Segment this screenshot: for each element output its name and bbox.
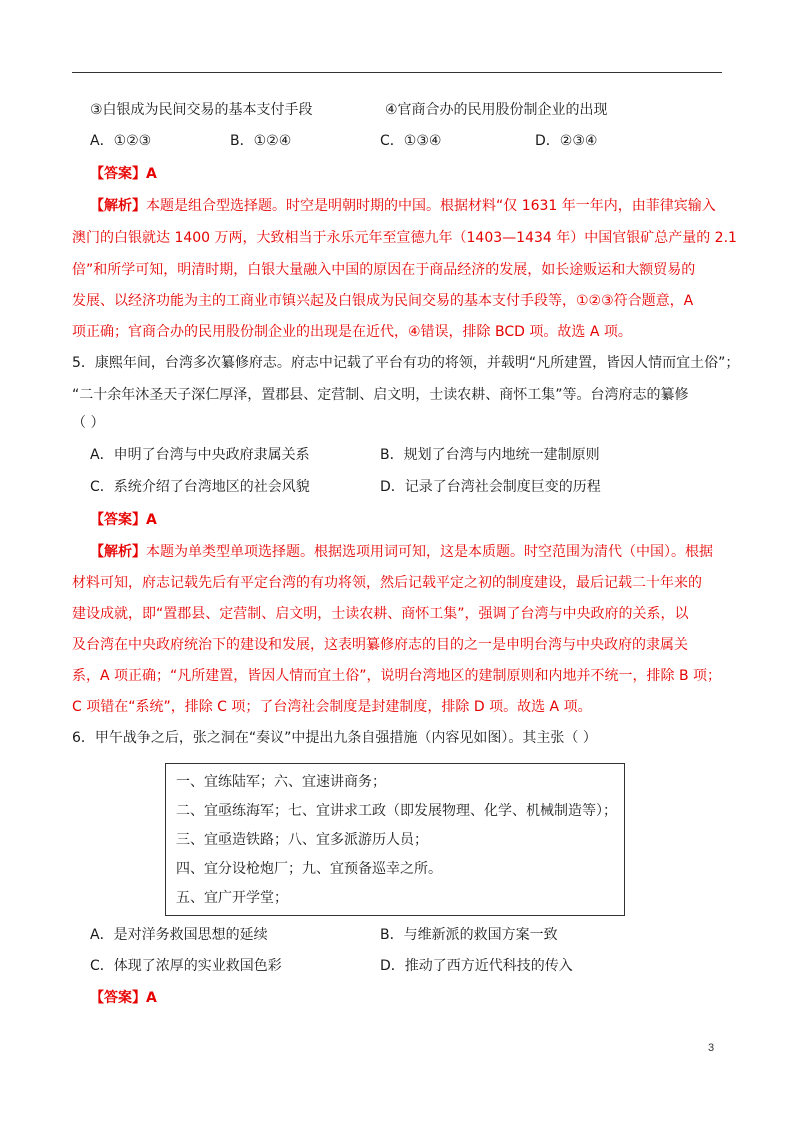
- answer-tag: 【答案】: [90, 512, 146, 528]
- analysis-tag: 【解析】: [90, 544, 146, 560]
- q5-analysis-line-4: 及台湾在中央政府统治下的建设和发展，这表明纂修府志的目的之一是申明台湾与中央政府的隶属关: [72, 637, 688, 653]
- q6-answer: [90, 988, 157, 1008]
- analysis-text: 本题是组合型选择题。时空是明朝时期的中国。根据材料“仅 1631 年一年内，由菲律宾输入: [146, 198, 716, 214]
- answer-value: A: [146, 512, 157, 528]
- q6-box-line-1: 一、宜练陆军；六、宜速讲商务；: [176, 774, 386, 790]
- q6-box-line-3: 三、宜亟造铁路；八、宜多派游历人员；: [176, 832, 428, 848]
- q5-analysis-line-5: 系，A 项正确；“凡所建置，皆因人情而宜土俗”，说明台湾地区的建制原则和内地并不统一，排除 B 项；: [72, 668, 722, 684]
- header-rule: [72, 72, 722, 73]
- q5-answer: [90, 510, 157, 530]
- q5-option-d: D．记录了台湾社会制度巨变的历程: [380, 479, 601, 495]
- q4-option-c: C．①③④: [380, 133, 442, 149]
- q4-analysis-line-1: [90, 196, 716, 216]
- q4-analysis-line-4: 发展、以经济功能为主的工商业市镇兴起及白银成为民间交易的基本支付手段等，①②③符合题意，A: [72, 293, 694, 309]
- q6-measures-box: [165, 763, 625, 916]
- q4-option-b: B．①②④: [230, 133, 292, 149]
- q6-stem: 6．甲午战争之后，张之洞在“奏议”中提出九条自强措施（内容见如图）。其主张（ ）: [72, 730, 597, 746]
- q6-box-line-5: 五、宜广开学堂；: [176, 890, 288, 906]
- answer-value: A: [146, 990, 157, 1006]
- answer-tag: 【答案】: [90, 166, 146, 182]
- q4-answer: [90, 164, 157, 184]
- q4-analysis-line-3: 倍”和所学可知，明清时期，白银大量融入中国的原因在于商品经济的发展，如长途贩运和大额贸易的: [72, 262, 696, 278]
- q5-option-b: B．规划了台湾与内地统一建制原则: [380, 447, 600, 463]
- q5-stem-line-2: “二十余年沐圣天子深仁厚泽，置郡县、定营制、启文明，士读农耕、商怀工集”等。台湾府志的纂修: [72, 387, 689, 403]
- q5-option-c: C．系统介绍了台湾地区的社会风貌: [90, 479, 310, 495]
- q4-analysis-line-2: 澳门的白银就达 1400 万两，大致相当于永乐元年至宣德九年（1403—1434 年）中国官银矿总产量的 2.1: [72, 230, 737, 246]
- q6-box-line-4: 四、宜分设枪炮厂；九、宜预备巡幸之所。: [176, 861, 442, 877]
- analysis-text: 本题为单类型单项选择题。根据选项用词可知，这是本质题。时空范围为清代（中国）。根据: [146, 544, 713, 560]
- q4-item-4: ④官商合办的民用股份制企业的出现: [385, 102, 608, 118]
- q5-stem-line-3: （ ）: [72, 415, 105, 431]
- q4-option-d: D．②③④: [535, 133, 598, 149]
- q5-analysis-line-1: [90, 542, 713, 562]
- q5-option-a: A．申明了台湾与中央政府隶属关系: [90, 447, 310, 463]
- q6-option-b: B．与维新派的救国方案一致: [380, 927, 558, 943]
- q5-analysis-line-3: 建设成就，即“置郡县、定营制、启文明，士读农耕、商怀工集”，强调了台湾与中央政府的关系，以: [72, 606, 689, 622]
- q5-analysis-line-6: C 项错在“系统”，排除 C 项；了台湾社会制度是封建制度，排除 D 项。故选 A 项。: [72, 699, 592, 715]
- q4-item-3: ③白银成为民间交易的基本支付手段: [90, 102, 313, 118]
- q6-option-a: A．是对洋务救国思想的延续: [90, 927, 268, 943]
- page-number: 3: [708, 1042, 715, 1054]
- q6-option-d: D．推动了西方近代科技的传入: [380, 958, 573, 974]
- q4-option-a: A．①②③: [90, 133, 152, 149]
- answer-value: A: [146, 166, 157, 182]
- q5-analysis-line-2: 材料可知，府志记载先后有平定台湾的有功将领，然后记载平定之初的制度建设，最后记载二十年来的: [72, 575, 702, 591]
- q5-stem-line-1: 5．康熙年间，台湾多次纂修府志。府志中记载了平台有功的将领，并载明“凡所建置，皆因人情而宜土俗”；: [72, 355, 740, 371]
- q4-analysis-line-5: 项正确；官商合办的民用股份制企业的出现是在近代，④错误，排除 BCD 项。故选 A 项。: [72, 324, 632, 340]
- answer-tag: 【答案】: [90, 990, 146, 1006]
- q6-box-line-2: 二、宜亟练海军；七、宜讲求工政（即发展物理、化学、机械制造等）；: [176, 803, 617, 819]
- q6-option-c: C．体现了浓厚的实业救国色彩: [90, 958, 282, 974]
- analysis-tag: 【解析】: [90, 198, 146, 214]
